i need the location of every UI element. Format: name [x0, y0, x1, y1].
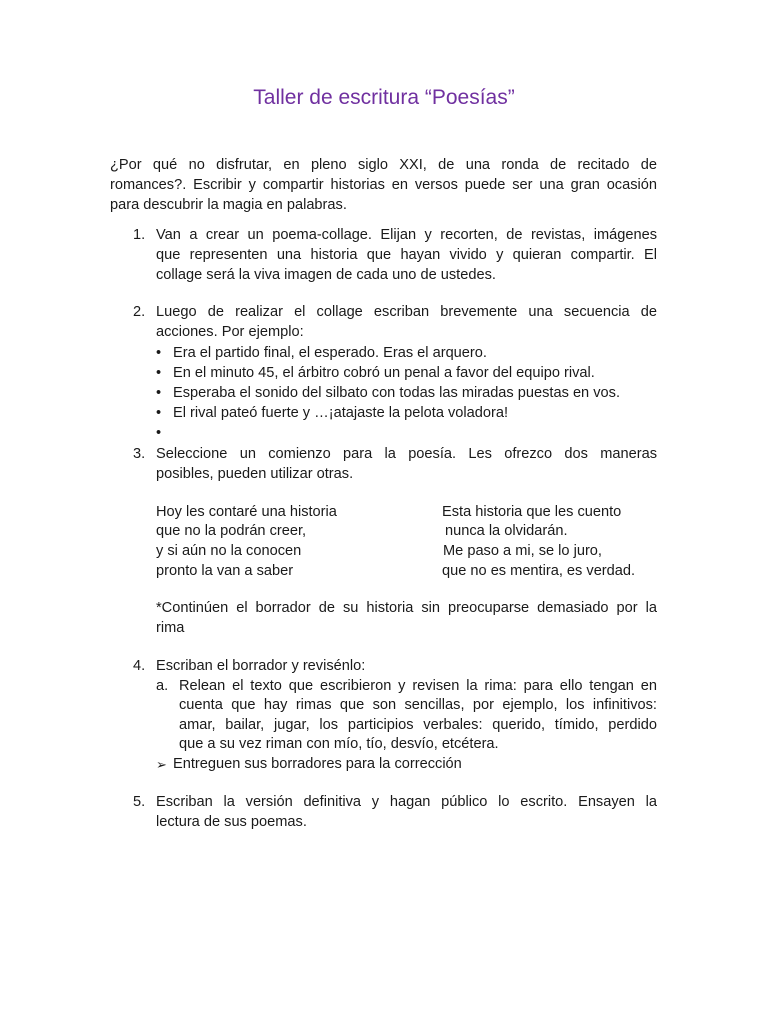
poem-right-line: Me paso a mi, se lo juro,	[443, 543, 602, 559]
item-line: Seleccione un comienzo para la poesía. Les ofrezco dos maneras	[156, 446, 657, 462]
item-number: 5.	[133, 794, 146, 810]
item-number: 1.	[133, 227, 146, 243]
note-line: rima	[156, 620, 185, 636]
poem-right-line: nunca la olvidarán.	[445, 523, 568, 539]
note-line: *Continúen el borrador de su historia sin preocuparse demasiado por la	[156, 600, 657, 616]
item-number: 2.	[133, 304, 146, 320]
intro-line: para descubrir la magia en palabras.	[110, 197, 347, 213]
item-line: acciones. Por ejemplo:	[156, 324, 304, 340]
sub-item-letter: a.	[156, 678, 169, 694]
bullet-item: En el minuto 45, el árbitro cobró un penal a favor del equipo rival.	[173, 365, 595, 381]
item-line: Escriban el borrador y revisénlo:	[156, 658, 366, 674]
document-title: Taller de escritura “Poesías”	[253, 86, 515, 109]
item-line: lectura de sus poemas.	[156, 814, 307, 830]
item-line: posibles, pueden utilizar otras.	[156, 466, 354, 482]
bullet-dot: •	[156, 405, 162, 421]
bullet-dot: •	[156, 425, 162, 441]
poem-right-line: que no es mentira, es verdad.	[442, 563, 636, 579]
item-line: Luego de realizar el collage escriban brevemente una secuencia de	[156, 304, 657, 320]
sub-item-line: amar, bailar, jugar, los participios verbales: querido, tímido, perdido	[179, 717, 657, 733]
poem-right-line: Esta historia que les cuento	[442, 504, 622, 520]
item-line: Escriban la versión definitiva y hagan público lo escrito. Ensayen la	[156, 794, 657, 810]
item-number: 4.	[133, 658, 146, 674]
bullet-item: El rival pateó fuerte y …¡atajaste la pelota voladora!	[173, 405, 509, 421]
bullet-item: Esperaba el sonido del silbato con todas las miradas puestas en vos.	[173, 385, 620, 401]
item-line: que representen una historia que hayan vivido y quieran compartir. El	[156, 247, 657, 263]
item-line: collage será la viva imagen de cada uno de ustedes.	[156, 267, 496, 283]
poem-left-line: que no la podrán creer,	[156, 523, 307, 539]
intro-line: romances?. Escribir y compartir historias en versos puede ser una gran ocasión	[110, 177, 657, 193]
poem-left-line: y si aún no la conocen	[156, 543, 302, 559]
item-line: Van a crear un poema-collage. Elijan y recorten, de revistas, imágenes	[156, 227, 657, 243]
poem-left-line: Hoy les contaré una historia	[156, 504, 337, 520]
sub-item-line: cuenta que hay rimas que son sencillas, por ejemplo, los infinitivos:	[179, 697, 657, 713]
bullet-item: Era el partido final, el esperado. Eras el arquero.	[173, 345, 487, 361]
arrow-bullet-icon: ➢	[156, 757, 167, 772]
item-number: 3.	[133, 446, 146, 462]
sub-item-line: que a su vez riman con mío, tío, desvío, etcétera.	[179, 736, 499, 752]
bullet-dot: •	[156, 365, 162, 381]
bullet-dot: •	[156, 385, 162, 401]
bullet-dot: •	[156, 345, 162, 361]
poem-left-line: pronto la van a saber	[156, 563, 294, 579]
arrow-item: Entreguen sus borradores para la corrección	[173, 756, 462, 772]
intro-line: ¿Por qué no disfrutar, en pleno siglo XXI, de una ronda de recitado de	[110, 157, 657, 173]
sub-item-line: Relean el texto que escribieron y revisen la rima: para ello tengan en	[179, 678, 657, 694]
